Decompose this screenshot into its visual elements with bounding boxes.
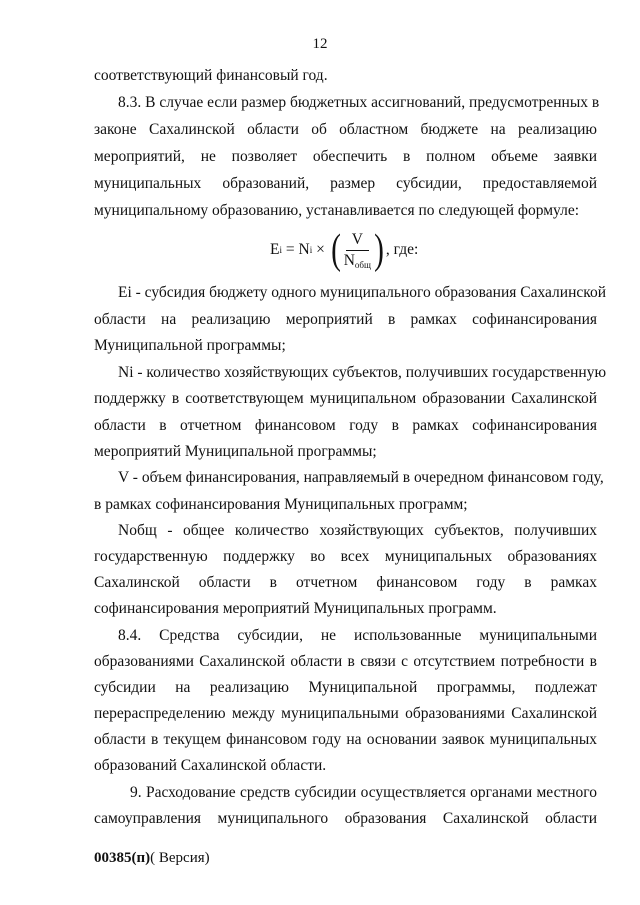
text-line: соответствующий финансовый год. <box>94 67 328 84</box>
formula-times: × <box>312 241 329 258</box>
text-line: государственную поддержку во всех муниципальных образованиях <box>94 548 597 565</box>
page-number: 12 <box>312 36 328 52</box>
formula-denominator-sub: общ <box>354 259 371 270</box>
text-line: 8.3. В случае если размер бюджетных ассигнований, предусмотренных в <box>118 94 600 111</box>
text-line: 8.4. Средства субсидии, не использованные муниципальными <box>118 627 597 644</box>
formula-eq: = <box>281 241 299 258</box>
text-line: области в отчетном финансовом году в рамках софинансирования <box>94 417 597 434</box>
text-line: мероприятий, не позволяет обеспечить в полном объеме заявки <box>94 148 597 165</box>
text-line: Муниципальной программы; <box>94 337 286 354</box>
text-line: софинансирования мероприятий Муниципальных программ. <box>94 600 497 617</box>
text-line: муниципальных образований, размер субсидии, предоставляемой <box>94 175 597 192</box>
text-line: Ni - количество хозяйствующих субъектов, получивших государственную <box>118 364 607 381</box>
formula <box>270 228 418 272</box>
text-line: области на реализацию мероприятий в рамках софинансирования <box>94 311 597 328</box>
formula-left-paren: ( <box>330 227 341 273</box>
text-line: образованиями Сахалинской области в связи с отсутствием потребности в <box>94 653 597 670</box>
document-version: ( Версия) <box>150 850 210 866</box>
document-footer <box>94 850 210 867</box>
text-line: субсидии на реализацию Муниципальной программы, подлежат <box>94 679 597 696</box>
text-line: мероприятий Муниципальной программы; <box>94 443 377 460</box>
text-line: области в текущем финансовом году на основании заявок муниципальных <box>94 731 597 748</box>
text-line: Nобщ - общее количество хозяйствующих субъектов, получивших <box>118 522 597 539</box>
formula-right-paren: ) <box>374 227 384 273</box>
formula-numerator: V <box>346 231 369 251</box>
text-line: поддержку в соответствующем муниципальном образовании Сахалинской <box>94 390 597 407</box>
text-line: 9. Расходование средств субсидии осуществляется органами местного <box>130 784 597 801</box>
formula-denominator <box>344 251 371 270</box>
formula-e: E <box>270 241 280 258</box>
formula-n: N <box>298 241 310 258</box>
formula-n-sub: i <box>309 245 313 255</box>
text-line: в рамках софинансирования Муниципальных программ; <box>94 496 468 513</box>
formula-denominator-n: N <box>343 251 355 269</box>
text-line: перераспределению между муниципальными образованиями Сахалинской <box>94 705 597 722</box>
text-line: V - объем финансирования, направляемый в очередном финансовом году, <box>118 469 604 486</box>
text-line: муниципальному образованию, устанавливается по следующей формуле: <box>94 202 580 219</box>
formula-tail: , где: <box>385 241 419 258</box>
text-line: самоуправления муниципального образования Сахалинской области <box>94 810 597 827</box>
text-line: законе Сахалинской области об областном бюджете на реализацию <box>94 121 597 138</box>
text-line: Сахалинской области в отчетном финансовом году в рамках <box>94 574 597 591</box>
formula-e-sub: i <box>279 245 282 255</box>
text-line: образований Сахалинской области. <box>94 757 327 774</box>
document-code: 00385(п) <box>94 850 151 866</box>
text-line: Ei - субсидия бюджету одного муниципального образования Сахалинской <box>118 284 607 301</box>
formula-fraction <box>344 231 371 270</box>
